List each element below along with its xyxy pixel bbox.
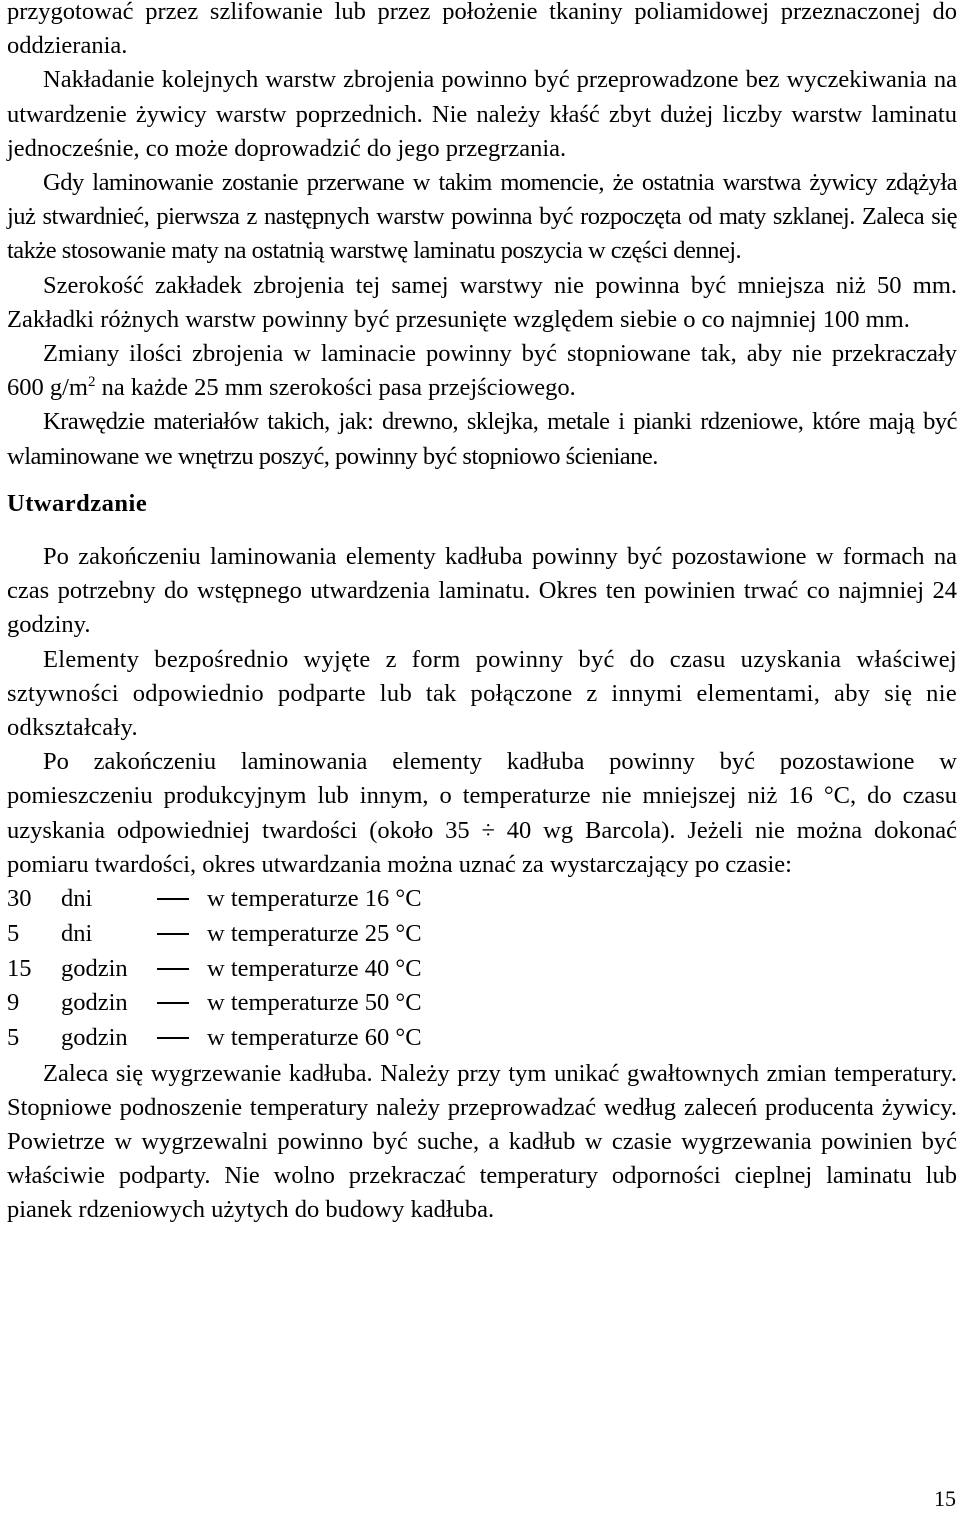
cure-amount: 30 <box>7 885 32 913</box>
superscript-exponent: 2 <box>88 374 96 391</box>
dash-line <box>157 933 189 935</box>
cure-unit: godzin <box>61 1024 128 1052</box>
cure-amount: 5 <box>7 920 20 947</box>
paragraph-2: Nakładanie kolejnych warstw zbrojenia powinno być przeprowadzone bez wyczekiwania na utwardzenie żywicy warstw poprzednich. Nie należy kłaść zbyt dużej liczby warstw laminatu jednocześnie, co może doprowadzić do jego przegrzania. <box>7 66 957 162</box>
paragraph-8: Elementy bezpośrednio wyjęte z form powinny być do czasu uzyskania właściwej sztywności odpowiednio podparte lub tak połączone z innymi elementami, aby się nie odkształcały. <box>7 645 957 742</box>
dash-line <box>157 968 189 970</box>
dash-separator <box>153 968 207 970</box>
cure-schedule-row <box>7 986 957 1021</box>
cure-condition: w temperaturze 40 °C <box>207 954 422 982</box>
paragraph-7: Po zakończeniu laminowania elementy kadłuba powinny być pozostawione w formach na czas potrzebny do wstępnego utwardzenia laminatu. Okres ten powinien trwać co najmniej 24 godziny. <box>7 543 957 639</box>
paragraph-6: Krawędzie materiałów takich, jak: drewno, sklejka, metale i pianki rdzeniowe, które mają być wlaminowane we wnętrzu poszyć, powinny być stopniowo ścieniane. <box>7 408 957 470</box>
cure-unit: dni <box>61 920 93 947</box>
cure-schedule-list <box>7 882 957 1055</box>
cure-schedule-row <box>7 882 957 917</box>
dash-separator <box>153 898 207 900</box>
paragraph-4: Szerokość zakładek zbrojenia tej samej warstwy nie powinna być mniejsza niż 50 mm. Zakładki różnych warstw powinny być przesunięte względem siebie o co najmniej 100 mm. <box>7 271 957 333</box>
cure-amount: 9 <box>7 989 20 1017</box>
cure-amount: 15 <box>7 954 32 982</box>
paragraph-5 <box>7 337 957 405</box>
paragraph-9: Po zakończeniu laminowania elementy kadłuba powinny być pozostawione w pomieszczeniu produkcyjnym lub innym, o temperaturze nie mniejszej niż 16 °C, do czasu uzyskania odpowiedniej twardości (około 35 ÷ 40 wg Barcola). Jeżeli nie można dokonać pomiaru twardości, okres utwardzania można uznać za wystarczający po czasie: <box>7 748 957 878</box>
dash-line <box>157 1002 189 1004</box>
paragraph-5-text-end: na każde 25 mm szerokości pasa przejściowego. <box>95 374 576 402</box>
paragraph-1: przygotować przez szlifowanie lub przez położenie tkaniny poliamidowej przeznaczonej do oddzierania. <box>7 0 957 60</box>
cure-unit: godzin <box>61 954 128 982</box>
dash-separator <box>153 1037 207 1039</box>
cure-schedule-row <box>7 951 957 986</box>
page-content <box>7 0 957 1228</box>
cure-condition: w temperaturze 25 °C <box>207 920 422 947</box>
section-heading: Utwardzanie <box>7 489 148 517</box>
dash-line <box>157 898 189 900</box>
cure-unit: godzin <box>61 989 128 1017</box>
cure-unit: dni <box>61 885 93 913</box>
dash-line <box>157 1037 189 1039</box>
paragraph-3: Gdy laminowanie zostanie przerwane w takim momencie, że ostatnia warstwa żywicy zdążyła już stwardnieć, pierwsza z następnych warstw powinna być rozpoczęta od maty szklanej. Zaleca się także stosowanie maty na ostatnią warstwę laminatu poszycia w części dennej. <box>7 169 957 265</box>
dash-separator <box>153 1002 207 1004</box>
dash-separator <box>153 933 207 935</box>
cure-condition: w temperaturze 16 °C <box>207 885 422 913</box>
paragraph-10: Zaleca się wygrzewanie kadłuba. Należy przy tym unikać gwałtownych zmian temperatury. Stopniowe podnoszenie temperatury należy przeprowadzać według zaleceń producenta żywicy. Powietrze w wygrzewalni powinno być suche, a kadłub w czasie wygrzewania powinien być właściwie podparty. Nie wolno przekraczać temperatury odporności cieplnej laminatu lub pianek rdzeniowych użytych do budowy kadłuba. <box>7 1059 957 1224</box>
paragraph-5-text: Zmiany ilości zbrojenia w laminacie powinny być stopniowane tak, aby nie przekraczały 600 g/m <box>7 340 957 402</box>
page-number: 15 <box>934 1486 956 1511</box>
cure-amount: 5 <box>7 1024 20 1052</box>
cure-condition: w temperaturze 60 °C <box>207 1024 422 1052</box>
cure-schedule-row <box>7 917 957 952</box>
cure-condition: w temperaturze 50 °C <box>207 989 422 1017</box>
cure-schedule-row <box>7 1021 957 1056</box>
